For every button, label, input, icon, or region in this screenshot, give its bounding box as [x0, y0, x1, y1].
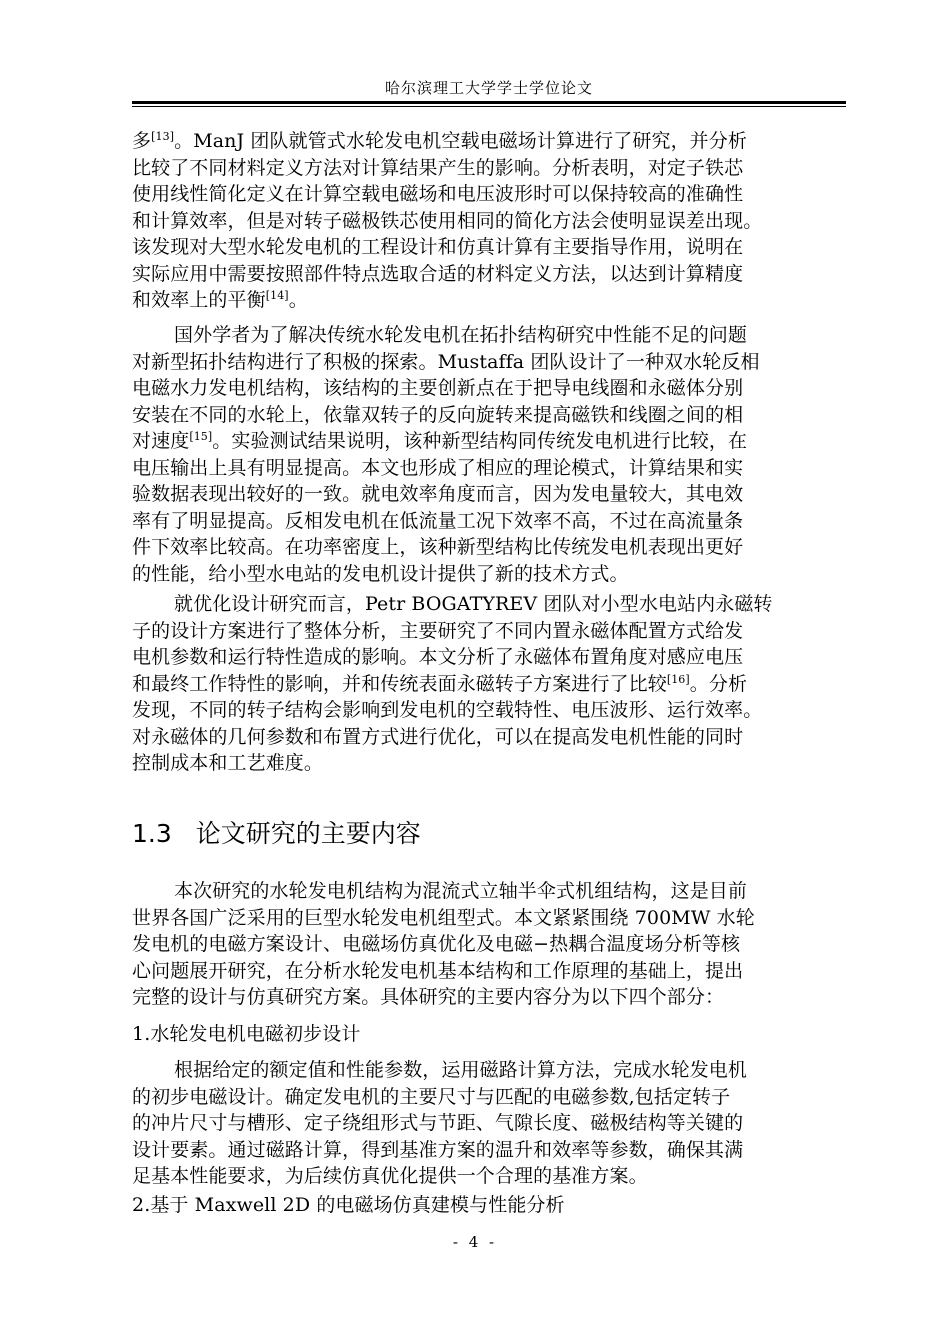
text-line: 验数据表现出较好的一致。就电效率角度而言，因为发电量较大，其电效	[132, 483, 744, 505]
header-rule-thick	[132, 101, 846, 104]
text-line: 电压输出上具有明显提高。本文也形成了相应的理论模式，计算结果和实	[132, 456, 744, 479]
header-rule-thin	[132, 106, 846, 107]
text-line: 对速度[15]。实验测试结果说明，该种新型结构同传统发电机进行比较，在	[132, 430, 748, 452]
text-line: 就优化设计研究而言，Petr BOGATYREV 团队对小型水电站内永磁转	[174, 593, 773, 615]
section-number: 1.3	[132, 819, 172, 848]
text-line: 世界各国广泛采用的巨型水轮发电机组型式。本文紧紧围绕 700MW 水轮	[132, 906, 755, 929]
citation: [16]	[666, 672, 690, 686]
text-line: 对永磁体的几何参数和布置方式进行优化，可以在提高发电机性能的同时	[132, 725, 744, 748]
text-line: 使用线性简化定义在计算空载电磁场和电压波形时可以保持较高的准确性	[132, 183, 744, 205]
section-heading	[132, 818, 421, 850]
item-heading-2	[132, 1192, 846, 1219]
text-line: 完整的设计与仿真研究方案。具体研究的主要内容分为以下四个部分：	[132, 986, 725, 1008]
text-line: 多[13]。ManJ 团队就管式水轮发电机空载电磁场计算进行了研究，并分析	[132, 130, 747, 152]
text-line: 率有了明显提高。反相发电机在低流量工况下效率不高，不过在高流量条	[132, 509, 744, 532]
item-heading-1	[132, 1021, 846, 1048]
text-line: 安装在不同的水轮上，依靠双转子的反向旋转来提高磁铁和线圈之间的相	[132, 403, 744, 426]
citation: [15]	[189, 430, 213, 443]
text-line: 和计算效率，但是对转子磁极铁芯使用相同的简化方法会使明显误差出现。	[132, 209, 763, 232]
item-heading-text: 1.水轮发电机电磁初步设计	[132, 1023, 361, 1045]
section-title-text: 论文研究的主要内容	[195, 819, 421, 848]
text-line: 和最终工作特性的影响，并和传统表面永磁转子方案进行了比较[16]。分析	[132, 672, 748, 695]
text-line: 的性能，给小型水电站的发电机设计提供了新的技术方式。	[132, 562, 629, 585]
item-heading-text: 2.基于 Maxwell 2D 的电磁场仿真建模与性能分析	[132, 1194, 565, 1216]
paragraph-2	[132, 322, 846, 587]
text-line: 子的设计方案进行了整体分析，主要研究了不同内置永磁体配置方式给发	[132, 619, 744, 642]
paragraph-3	[132, 591, 846, 777]
text-line: 控制成本和工艺难度。	[132, 752, 324, 774]
citation: [14]	[265, 289, 289, 302]
running-header: 哈尔滨理工大学学士学位论文	[384, 79, 593, 97]
text-line: 发现，不同的转子结构会影响到发电机的空载特性、电压波形、运行效率。	[132, 699, 763, 721]
text-line: 电磁水力发电机结构，该结构的主要创新点在于把导电线圈和永磁体分别	[132, 377, 744, 399]
text-line: 国外学者为了解决传统水轮发电机在拓扑结构研究中性能不足的问题	[174, 324, 748, 346]
text-line: 该发现对大型水轮发电机的工程设计和仿真计算有主要指导作用，说明在	[132, 236, 744, 258]
text-line: 比较了不同材料定义方法对计算结果产生的影响。分析表明，对定子铁芯	[132, 156, 744, 179]
paragraph-4	[132, 878, 846, 1011]
paragraph-1	[132, 128, 846, 314]
text-line: 根据给定的额定值和性能参数，运用磁路计算方法，完成水轮发电机	[174, 1059, 748, 1081]
text-line: 足基本性能要求，为后续仿真优化提供一个合理的基准方案。	[132, 1165, 648, 1187]
text-line: 实际应用中需要按照部件特点选取合适的材料定义方法，以达到计算精度	[132, 262, 744, 285]
citation: [13]	[151, 130, 175, 143]
text-line: 设计要素。通过磁路计算，得到基准方案的温升和效率等参数，确保其满	[132, 1138, 744, 1161]
text-line: 电机参数和运行特性造成的影响。本文分析了永磁体布置角度对感应电压	[132, 646, 744, 668]
text-line: 对新型拓扑结构进行了积极的探索。Mustaffa 团队设计了一种双水轮反相	[132, 350, 760, 373]
text-line: 心问题展开研究，在分析水轮发电机基本结构和工作原理的基础上，提出	[132, 959, 744, 982]
text-line: 件下效率比较高。在功率密度上，该种新型结构比传统发电机表现出更好	[132, 536, 744, 558]
text-line: 和效率上的平衡[14]。	[132, 289, 308, 311]
page-number: - 4 -	[452, 1233, 498, 1251]
paragraph-5	[132, 1057, 846, 1190]
text-line: 的冲片尺寸与槽形、定子绕组形式与节距、气隙长度、磁极结构等关键的	[132, 1112, 744, 1134]
text-line: 发电机的电磁方案设计、电磁场仿真优化及电磁−热耦合温度场分析等核	[132, 933, 741, 955]
text-line: 的初步电磁设计。确定发电机的主要尺寸与匹配的电磁参数,包括定转子	[132, 1085, 731, 1108]
text-line: 本次研究的水轮发电机结构为混流式立轴半伞式机组结构，这是目前	[174, 880, 748, 902]
